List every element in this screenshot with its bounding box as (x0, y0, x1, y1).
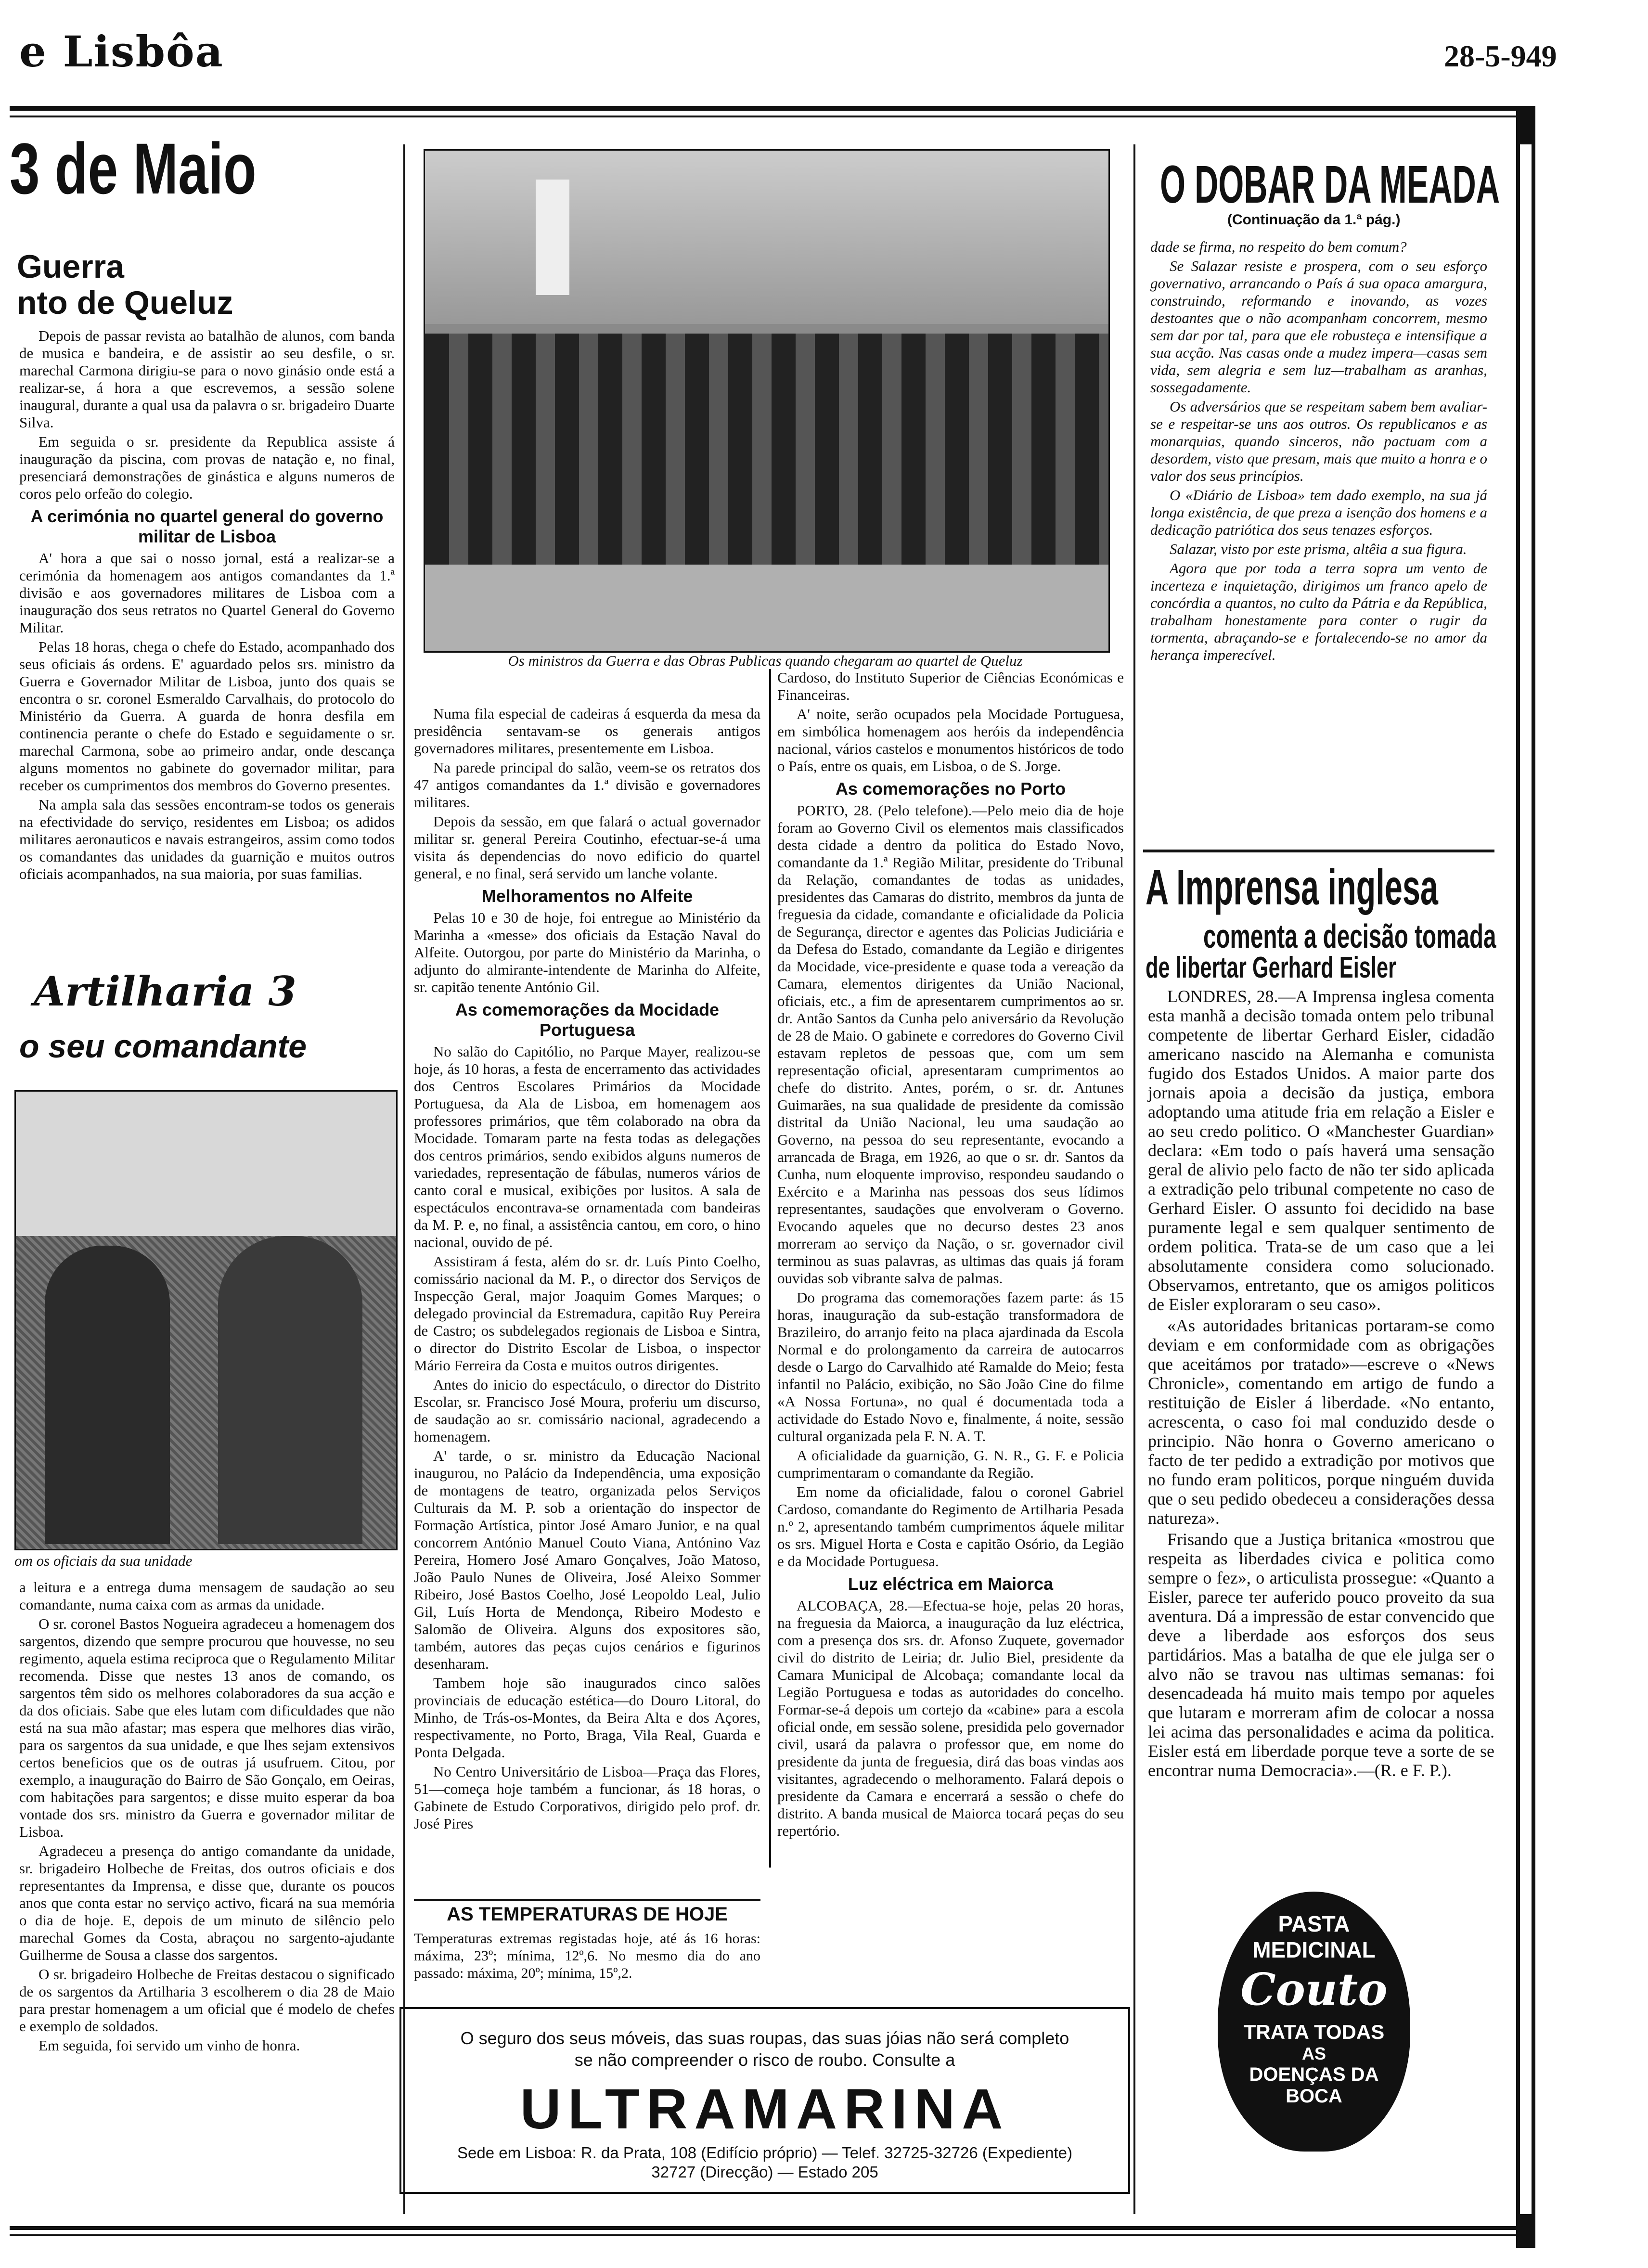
paragraph: A oficialidade da guarnição, G. N. R., G. F. e Policia cumprimentaram o comandante da Região. (777, 1447, 1124, 1481)
paragraph: Agora que por toda a terra sopra um vento de incerteza e inquietação, dirigimos um franco apelo de concórdia a quantos, no culto da Pátria e da República, trabalham honestamente para conter o rugir da tormenta, abraçando-se e fortalecendo-se no amor da herança imperecível. (1150, 560, 1487, 663)
paragraph: Agradeceu a presença do antigo comandante da unidade, sr. brigadeiro Holbeche de Freitas, dos outros oficiais e dos representantes da Imprensa, e disse que, durante os poucos anos que conta estar no serviço activo, ficará na sua memória o dia de hoje. E, depois de um minuto de silêncio pelo marechal Gomes da Costa, abraçou no sargento-ajudante Guilherme de Sousa a classe dos sargentos. (19, 1843, 395, 1963)
ultramarina-ad (399, 2007, 1130, 2194)
pasta-brand: Couto (1240, 1963, 1388, 2015)
ad-line-2: se não compreender o risco de roubo. Consulte a (574, 2050, 955, 2070)
pasta-line-6: DOENÇAS DA (1249, 2064, 1379, 2085)
subheading: As comemorações no Porto (835, 779, 1066, 799)
paragraph: Se Salazar resiste e prospera, com o seu esforço governativo, arrancando o País á sua opaca amargura, construindo, reformando e inovando, as vozes destoantes que o não acompanham concorrem, mesmo sem dar por tal, para que ele robusteça e intensifique a sua acção. Nas casas onde a mudez impera—casas sem vida, sem alegria e sem luz—trabalham as aranhas, sossegadamente. (1150, 258, 1487, 396)
right-continuation: (Continuação da 1.ª pág.) (1227, 212, 1401, 228)
temperatures-rule (414, 1899, 760, 1901)
paragraph: Na ampla sala das sessões encontram-se todos os generais na efectividade do serviço, residentes em Lisboa; os adidos militares aeronauticos e navais estrangeiros, assim como todos os comandantes das unidades da guarnição e muitos outros oficiais acompanhados, na sua maioria, por suas familias. (19, 796, 395, 882)
right-section-rule (1143, 850, 1494, 852)
imprensa-headline: A Imprensa inglesa (1146, 860, 1438, 915)
ad-line-3: Sede em Lisboa: R. da Prata, 108 (Edifício próprio) — Telef. 32725-32726 (Expediente) (457, 2144, 1072, 2162)
column-divider (1133, 144, 1135, 2214)
ad-brand: ULTRAMARINA (520, 2077, 1010, 2141)
paragraph: Pelas 18 horas, chega o chefe do Estado, acompanhado dos seus oficiais ás ordens. E' aguardado pelos srs. ministro da Guerra e Governador Militar de Lisboa, junto dos quais se encontra o sr. coronel Esmeraldo Carvalhais, do protocolo do Ministério da Guerra. A guarda de honra desfila em continencia perante o chefe do Estado e seguidamente o sr. marechal Carmona, sobe ao primeiro andar, onde descança alguns momentos no gabinete do governador militar, para receber os cumprimentos dos membros do Governo presentes. (19, 638, 395, 794)
subheading: A cerimónia no quartel general do governo militar de Lisboa (30, 506, 384, 546)
paragraph: A' tarde, o sr. ministro da Educação Nacional inaugurou, no Palácio da Independência, uma exposição de montagens de teatro, organizada pelos Serviços Culturais da M. P. sob a orientação do inspector de Formação Artística, pintor José Amaro Junior, e na qual concorrem António Manuel Couto Viana, Antónino Vaz Pereira, Homero José Amaro Gonçalves, João Matoso, João Paulo Nunes de Oliveira, José Aleixo Sommer Ribeiro, José Bastos Coelho, José Leopoldo Leal, Julio Gil, Luís Horta de Mendonça, Ribeiro Modesto e Salomão de Oliveira. Alguns dos expositores são, também, autores das peças cujos cenários e figurinos desenharam. (414, 1447, 760, 1672)
paragraph: ALCOBAÇA, 28.—Efectua-se hoje, pelas 20 horas, na freguesia da Maiorca, a inauguração da luz eléctrica, com a presença dos srs. dr. Afonso Zuquete, governador civil do distrito de Leiria; dr. Julio Biel, presidente da Camara Municipal de Alcobaça; comandante local da Legião Portuguesa e todas as autoridades do concelho. Formar-se-á depois um cortejo da «cabine» para a escola oficial onde, em sessão solene, presidida pelo governador civil, usará da palavra o professor que, em nome do presidente da junta de freguesia, dirá das boas vindas aos visitantes, agradecendo o melhoramento. Falará depois o presidente da Camara e encerrará a sessão o chefe do distrito. A banda musical de Maiorca tocará peças do seu repertório. (777, 1597, 1124, 1839)
ministers-caption: Os ministros da Guerra e das Obras Publicas quando chegaram ao quartel de Queluz (508, 652, 1023, 669)
photo-wall (16, 1092, 396, 1236)
paragraph: Pelas 10 e 30 de hoje, foi entregue ao Ministério da Marinha a «messe» dos oficiais da Estação Naval do Alfeite. Outorgou, por parte do Ministério da Marinha, o adjunto do almirante-intendente de Marinha do Alfeite, sr. capitão tenente António Gil. (414, 909, 760, 995)
page-bottom-rule-2 (10, 2234, 1516, 2236)
photo-sky (425, 151, 1108, 324)
masthead-title: e Lisbôa (19, 26, 224, 77)
paragraph: Do programa das comemorações fazem parte: ás 15 horas, inauguração da sub-estação transformadora de Brazileiro, do arranjo feito na placa ajardinada da Escola Normal e do prolongamento da carreira de autocarros desde o Largo do Carvalhido até Ramalde do Meio; festa infantil no Palácio, exibição, no São João Cine do filme «A Nossa Fortuna», no qual é documentada toda a actividade do Estado Novo e, finalmente, á noite, sessão cultural organizada pela F. N. A. T. (777, 1289, 1124, 1444)
paragraph: Salazar, visto por este prisma, altêia a sua figura. (1170, 541, 1467, 557)
paragraph: Em seguida, foi servido um vinho de honra. (39, 2037, 300, 2054)
paragraph: No salão do Capitólio, no Parque Mayer, realizou-se hoje, ás 10 horas, a festa de encerramento das actividades dos Centros Escolares Primários da Mocidade Portuguesa, da Ala de Lisboa, em homenagem aos professores primários, que têm colaborado na obra da Mocidade. Tomaram parte na festa todas as delegações dos centros primários, sendo exibidos alguns numeros de variedades, representação de fábulas, numeros vários de canto coral e musical, exibições por lusitos. A sala de espectáculos encontrava-se ornamentada com bandeiras da M. P. e, no final, a assistência cantou, em coro, o hino nacional, ouvido de pé. (414, 1043, 760, 1250)
ministers-photo (424, 149, 1110, 653)
paragraph: «As autoridades britanicas portaram-se como deviam e em conformidade com as obrigações que aceitámos por tratado»—escreve o «News Chronicle», comentando em artigo de fundo a restituição de Eisler á liberdade. «No entanto, acrescenta, o caso foi mal conduzido desde o principio. Não honra o Governo americano o facto de ter pedido a extradição por motivos que no fundo eram politicos, porque ninguém duvida que o seu pedido obedeceu a considerações dessa natureza». (1148, 1316, 1494, 1528)
artilharia-photo (14, 1090, 398, 1550)
pasta-line-2: MEDICINAL (1252, 1937, 1376, 1962)
paragraph: Antes do inicio do espectáculo, o director do Distrito Escolar, sr. Francisco José Moura, proferiu um discurso, de saudação ao sr. comissário nacional, agradecendo a homenagem. (414, 1376, 760, 1445)
paragraph: O sr. brigadeiro Holbeche de Freitas destacou o significado de os sargentos da Artilharia 3 escolherem o dia 28 de Maio para prestar homenagem a um oficial que é modelo de chefes e exemplo de soldados. (19, 1966, 395, 2035)
left-article-top (19, 327, 395, 885)
paragraph: Frisando que a Justiça britanica «mostrou que respeita as liberdades civica e politica como sempre o fez», o articulista prossegue: «Quanto a Eisler, parece ter auferido pouco proveito da sua aventura. Dá a impressão de estar convencido que deve a liberdade aos esforços dos seus partidários. Mas a batalha de que ele julga ser o alvo não se travou nas ultimas semanas: foi desencadeada há muito mais tempo por aqueles que lutaram e morreram afim de colocar a nossa lei acima das personalidades e acima da politica. Eisler está em liberdade porque teve a sorte de se encontrar numa Democracia».—(R. e F. P.). (1148, 1530, 1494, 1780)
photo-crowd (425, 334, 1108, 565)
ad-line-1: O seguro dos seus móveis, das suas roupas, das suas jóias não será completo (460, 2028, 1069, 2048)
subheading: Melhoramentos no Alfeite (481, 886, 693, 906)
left-kicker-2: nto de Queluz (17, 284, 233, 321)
pasta-medicinal-ad (1218, 1892, 1410, 2152)
paragraph: dade se firma, no respeito do bem comum? (1150, 238, 1407, 255)
paragraph: No Centro Universitário de Lisboa—Praça das Flores, 51—começa hoje também a funcionar, ás 18 horas, o Gabinete de Estudo Corporativos, dirigido pelo prof. dr. José Pires (414, 1763, 760, 1832)
paragraph: Numa fila especial de cadeiras á esquerda da mesa da presidência sentavam-se os generais antigos governadores militares, presentemente em Lisboa. (414, 705, 760, 757)
right-border-inner (1520, 144, 1532, 2214)
paragraph: Em seguida o sr. presidente da Republica assiste á inauguração da piscina, com provas de natação e, no final, presenciará demonstrações de ginástica e alguns numeros de coros pelo orfeão do colegio. (19, 433, 395, 502)
photo-figure (218, 1236, 362, 1544)
right-headline: O DOBAR DA MEADA (1160, 155, 1500, 214)
paragraph: Na parede principal do salão, veem-se os retratos dos 47 antigos comandantes da 1.ª divisão e governadores militares. (414, 759, 760, 811)
paragraph: A' hora a que sai o nosso jornal, está a realizar-se a cerimónia da homenagem aos antigos comandantes da 1.ª divisão e aos governadores militares de Lisboa com a inauguração dos seus retratos no Quartel General do Governo Militar. (19, 550, 395, 636)
right-article-top (1150, 238, 1487, 666)
photo-tower (536, 180, 569, 295)
pasta-line-5: AS (1301, 2044, 1326, 2063)
masthead-date: 28-5-949 (1444, 39, 1557, 73)
paragraph: Cardoso, do Instituto Superior de Ciências Económicas e Financeiras. (777, 669, 1124, 703)
imprensa-subheadline-1: comenta a decisão tomada (1203, 917, 1496, 955)
paragraph: Depois de passar revista ao batalhão de alunos, com banda de musica e bandeira, e de assistir ao seu desfile, o sr. marechal Carmona dirigiu-se para o novo ginásio onde está a realizar-se, á hora a que escrevemos, a sessão solene inaugural, durante a qual usa da palavra o sr. brigadeiro Duarte Silva. (19, 327, 395, 431)
masthead-rule-bottom (10, 116, 1521, 117)
pasta-line-4: TRATA TODAS (1243, 2021, 1385, 2043)
paragraph: O «Diário de Lisboa» tem dado exemplo, na sua já longa existência, de que preza a isenção dos homens e a dedicação patriótica dos seus tenazes esforços. (1150, 487, 1487, 538)
subheading: Luz eléctrica em Maiorca (848, 1574, 1054, 1594)
temperatures-heading: AS TEMPERATURAS DE HOJE (447, 1904, 728, 1925)
imprensa-subheadline-2: de libertar Gerhard Eisler (1146, 951, 1397, 984)
artilharia-caption: om os oficiais da sua unidade (14, 1552, 193, 1569)
subheading: As comemorações da Mocidade Portuguesa (455, 1000, 720, 1040)
right-article-bottom (1148, 987, 1494, 1782)
paragraph: Os adversários que se respeitam sabem bem avaliar-se e respeitar-se uns aos outros. Os republicanos e as monarquias, quando sinceros, não pactuam com a desordem, visto que presam, mais que muito a honra e o valor dos seus princípios. (1150, 398, 1487, 484)
pasta-line-1: PASTA (1278, 1911, 1350, 1936)
left-article-bottom (19, 1579, 395, 2056)
page-bottom-rule (10, 2226, 1516, 2230)
paragraph: Em nome da oficialidade, falou o coronel Gabriel Cardoso, comandante do Regimento de Artilharia Pesada n.º 2, apresentando também cumprimentos áquele militar os srs. Miguel Horta e Costa e capitão Osório, da Legião e da Mocidade Portuguesa. (777, 1483, 1124, 1570)
center-column-1 (414, 705, 760, 1834)
paragraph: A' noite, serão ocupados pela Mocidade Portuguesa, em simbólica homenagem aos heróis da independência nacional, vários castelos e monumentos históricos de todo o País, entre os quais, em Lisboa, o de S. Jorge. (777, 706, 1124, 774)
paragraph: Tambem hoje são inaugurados cinco salões provinciais de educação estética—do Douro Litoral, do Minho, de Trás-os-Montes, da Beira Alta e dos Açores, respectivamente, no Porto, Braga, Vila Real, Guarda e Ponta Delgada. (414, 1675, 760, 1761)
paragraph: O sr. coronel Bastos Nogueira agradeceu a homenagem dos sargentos, dizendo que sempre procurou que houvesse, no seu regimento, aquela estima reciproca que o Regulamento Militar recomenda. Disse que nestes 13 anos de comando, os sargentos têm sido os melhores colaboradores da sua acção e da dos oficiais. Sabe que eles lutam com dificuldades que não está na sua mão afastar; mas espera que melhores dias virão, para os sargentos da sua unidade, e que lhes sejam extensivos certos beneficios que os de outras já usufruem. Citou, por exemplo, a inauguração do Bairro de São Gonçalo, em Oeiras, com habitações para sargentos; e disse muito esperar da boa vontade dos srs. ministro da Guerra e governador militar de Lisboa. (19, 1615, 395, 1840)
left-headline: 3 de Maio (10, 128, 257, 209)
artilharia-subheadline: o seu comandante (19, 1028, 307, 1065)
ad-line-4: 32727 (Direcção) — Estado 205 (651, 2163, 878, 2181)
artilharia-headline: Artilharia 3 (34, 967, 296, 1015)
photo-ground (425, 565, 1108, 651)
column-divider (403, 144, 405, 2214)
photo-figure (45, 1246, 170, 1544)
temperatures-text: Temperaturas extremas registadas hoje, até ás 16 horas: máxima, 23º; mínima, 12º,6. No mesmo dia do ano passado: máxima, 20º; mínima, 15º,2. (414, 1931, 760, 1981)
paragraph: Assistiram á festa, além do sr. dr. Luís Pinto Coelho, comissário nacional da M. P., o director dos Serviços de Inspecção Geral, major Joaquim Gomes Marques; o delegado provincial da Estremadura, capitão Ruy Pereira de Castro; os subdelegados regionais de Lisboa e Sintra, o director do Distrito Escolar de Lisboa, o inspector Mário Ferreira da Costa e muitos outros dirigentes. (414, 1253, 760, 1374)
paragraph: Depois da sessão, em que falará o actual governador militar sr. general Pereira Coutinho, efectuar-se-á uma visita ás dependencias do novo edificio do quartel general, e no final, será servido um lanche volante. (414, 813, 760, 882)
pasta-line-7: BOCA (1286, 2086, 1342, 2107)
column-divider (769, 669, 771, 1868)
left-kicker-1: Guerra (17, 248, 124, 285)
paragraph: LONDRES, 28.—A Imprensa inglesa comenta esta manhã a decisão tomada ontem pelo tribunal competente de libertar Gerhard Eisler, cidadão americano nascido na Alemanha e comunista fugido dos Estados Unidos. A maior parte dos jornais apoia a decisão da justiça, embora adoptando uma atitude fria em relação a Eisler e ao seu credo politico. O «Manchester Guardian» declara: «Em todo o país haverá uma sensação geral de alivio pelo facto de não ter sido aplicada a extradição pelo tribunal competente no caso de Gerhard Eisler. O assunto foi decidido na base puramente legal e sem qualquer sentimento de ordem politica. Trata-se de um caso que a lei absolutamente considera como solucionado. Observamos, entretanto, que os amigos politicos de Eisler exploraram o seu caso». (1148, 987, 1494, 1314)
masthead-rule-top (10, 106, 1521, 111)
center-column-2 (777, 669, 1124, 1842)
paragraph: a leitura e a entrega duma mensagem de saudação ao seu comandante, numa caixa com as armas da unidade. (19, 1579, 395, 1613)
paragraph: PORTO, 28. (Pelo telefone).—Pelo meio dia de hoje foram ao Governo Civil os elementos mais classificados desta cidade a dentro da politica do Estado Novo, comandante da 1.ª Região Militar, presidente do Tribunal da Relação, comandantes de todas as unidades, presidentes das Camaras do distrito, membros da junta de freguesia da cidade, comandante e oficialidade da Policia de Segurança, director e agentes das Policias Judiciária e da Defesa do Estado, comandante da Legião e dirigentes da Mocidade, vice-presidente e quase toda a vereação da Camara, elementos dirigentes da União Nacional, oficiais, etc., a fim de apresentarem cumprimentos ao sr. dr. Antão Santos da Cunha pelo aniversário da Revolução de 28 de Maio. O gabinete e corredores do Governo Civil estavam repletos de pessoas que, com um sem representação oficial, apresentaram cumprimentos ao chefe do distrito. Antes, porém, o sr. dr. Antunes Guimarães, na sua qualidade de presidente da comissão distrital da União Nacional, leu uma saudação ao Governo, na pessoa do seu representante, evocando a arrancada de Braga, em 1926, ao que o sr. dr. Santos da Cunha, num eloquente improviso, respondeu saudando o Exército e a Marinha nas pessoas dos seus lídimos representantes, saudações que envolveram o Governo. Evocando aqueles que no decurso destes 23 anos morreram ao serviço da Nação, o sr. governador civil terminou as suas palavras, as ultimas das quais já foram ouvidas sob vibrante salva de palmas. (777, 802, 1124, 1287)
